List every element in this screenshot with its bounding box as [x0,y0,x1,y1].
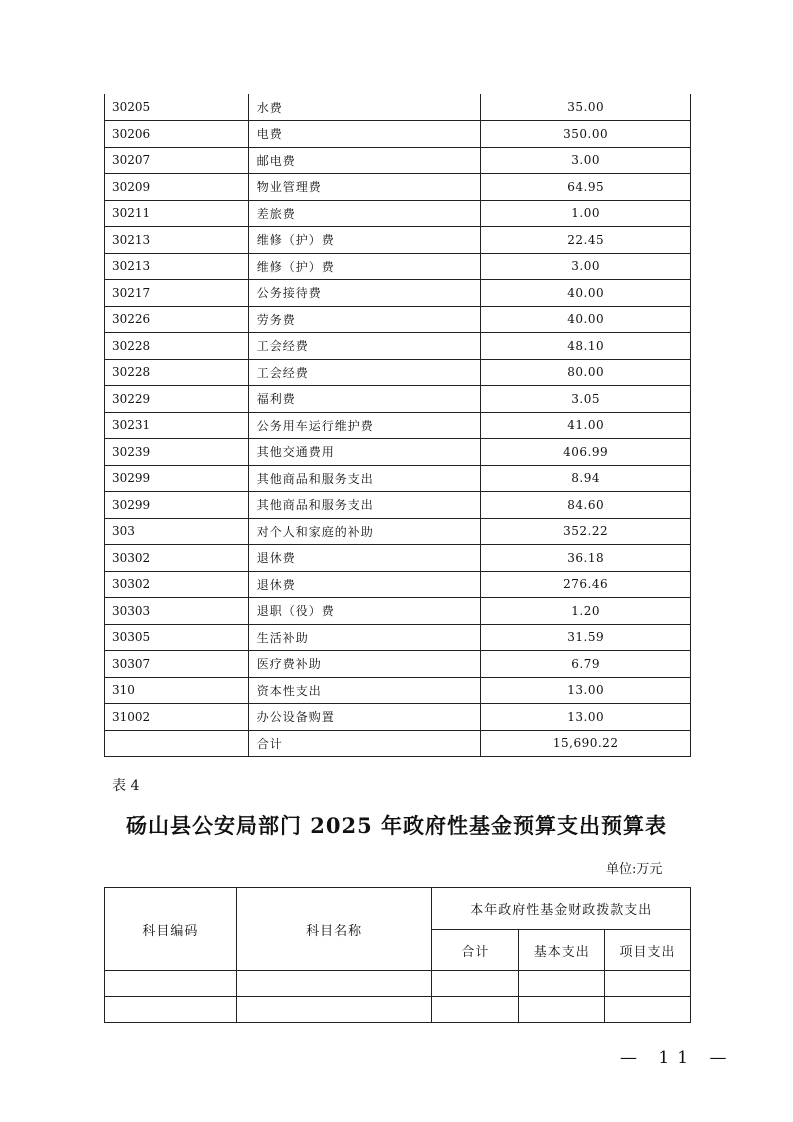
subject-code-cell: 30302 [105,571,249,598]
expense-table [104,94,691,757]
empty-table-row [105,971,691,997]
page-number: — 11 — [620,1048,735,1068]
amount-cell: 6.79 [481,651,691,678]
fund-budget-table [104,887,691,1023]
empty-cell [605,997,691,1023]
empty-cell [519,971,605,997]
table-row [105,306,691,333]
amount-cell: 276.46 [481,571,691,598]
table-row [105,94,691,121]
empty-cell [236,971,432,997]
empty-cell [432,997,519,1023]
subject-name-cell: 合计 [248,730,481,757]
subject-code-cell: 310 [105,677,249,704]
table-row [105,386,691,413]
subject-name-cell: 其他商品和服务支出 [248,465,481,492]
subject-code-cell: 30211 [105,200,249,227]
subject-name-cell: 资本性支出 [248,677,481,704]
subject-name-cell: 维修（护）费 [248,227,481,254]
amount-cell: 1.20 [481,598,691,625]
empty-cell [432,971,519,997]
subject-code-cell: 30217 [105,280,249,307]
subject-code-cell: 30209 [105,174,249,201]
amount-cell: 8.94 [481,465,691,492]
header-subject-name: 科目名称 [236,888,432,971]
amount-cell: 406.99 [481,439,691,466]
subject-code-cell: 30228 [105,359,249,386]
expense-table-body [105,94,691,757]
table-row [105,704,691,731]
unit-label: 单位:万元 [606,862,663,877]
subject-name-cell: 其他交通费用 [248,439,481,466]
subject-name-cell: 邮电费 [248,147,481,174]
header-subject-code: 科目编码 [105,888,237,971]
table-row [105,147,691,174]
table-row [105,730,691,757]
subject-name-cell: 水费 [248,94,481,121]
subject-code-cell: 303 [105,518,249,545]
subject-code-cell: 30302 [105,545,249,572]
subject-code-cell: 30207 [105,147,249,174]
subject-name-cell: 退休费 [248,571,481,598]
subject-name-cell: 退休费 [248,545,481,572]
amount-cell: 84.60 [481,492,691,519]
amount-cell: 80.00 [481,359,691,386]
subject-name-cell: 福利费 [248,386,481,413]
header-basic-expenditure: 基本支出 [519,930,605,971]
subject-name-cell: 公务接待费 [248,280,481,307]
subject-name-cell: 医疗费补助 [248,651,481,678]
subject-code-cell: 30226 [105,306,249,333]
table-row [105,174,691,201]
subject-code-cell: 30299 [105,465,249,492]
table-row [105,439,691,466]
amount-cell: 1.00 [481,200,691,227]
subject-name-cell: 物业管理费 [248,174,481,201]
table-row [105,412,691,439]
table-row [105,492,691,519]
empty-cell [105,971,237,997]
subject-name-cell: 差旅费 [248,200,481,227]
table-row [105,359,691,386]
amount-cell: 41.00 [481,412,691,439]
amount-cell: 15,690.22 [481,730,691,757]
header-total: 合计 [432,930,519,971]
empty-table-row [105,997,691,1023]
subject-name-cell: 其他商品和服务支出 [248,492,481,519]
header-fund-expenditure: 本年政府性基金财政拨款支出 [432,888,691,930]
table-row [105,227,691,254]
table-row [105,518,691,545]
empty-cell [105,997,237,1023]
amount-cell: 40.00 [481,280,691,307]
subject-code-cell: 30299 [105,492,249,519]
fund-header-row [105,888,691,930]
empty-cell [519,997,605,1023]
subject-code-cell: 30213 [105,253,249,280]
subject-code-cell: 30206 [105,121,249,148]
subject-name-cell: 生活补助 [248,624,481,651]
table-row [105,598,691,625]
subject-name-cell: 公务用车运行维护费 [248,412,481,439]
table-row [105,545,691,572]
table-row [105,651,691,678]
header-project-expenditure: 项目支出 [605,930,691,971]
amount-cell: 13.00 [481,677,691,704]
subject-name-cell: 工会经费 [248,333,481,360]
amount-cell: 35.00 [481,94,691,121]
amount-cell: 350.00 [481,121,691,148]
subject-code-cell: 30239 [105,439,249,466]
subject-name-cell: 维修（护）费 [248,253,481,280]
subject-code-cell: 30307 [105,651,249,678]
amount-cell: 22.45 [481,227,691,254]
subject-code-cell: 30205 [105,94,249,121]
subject-code-cell: 31002 [105,704,249,731]
subject-code-cell: 30303 [105,598,249,625]
subject-name-cell: 劳务费 [248,306,481,333]
table-row [105,253,691,280]
amount-cell: 3.00 [481,253,691,280]
subject-name-cell: 电费 [248,121,481,148]
amount-cell: 3.00 [481,147,691,174]
table-row [105,677,691,704]
table-row [105,571,691,598]
amount-cell: 36.18 [481,545,691,572]
subject-code-cell: 30229 [105,386,249,413]
subject-name-cell: 办公设备购置 [248,704,481,731]
table-row [105,624,691,651]
subject-code-cell: 30228 [105,333,249,360]
subject-name-cell: 退职（役）费 [248,598,481,625]
subject-name-cell: 工会经费 [248,359,481,386]
amount-cell: 40.00 [481,306,691,333]
subject-code-cell: 30231 [105,412,249,439]
amount-cell: 48.10 [481,333,691,360]
page-title: 砀山县公安局部门 2025 年政府性基金预算支出预算表 [125,813,668,838]
fund-table-body [105,888,691,1023]
amount-cell: 64.95 [481,174,691,201]
subject-code-cell [105,730,249,757]
table-row [105,465,691,492]
table-row [105,200,691,227]
table-label: 表 4 [112,778,140,794]
empty-cell [605,971,691,997]
amount-cell: 13.00 [481,704,691,731]
empty-cell [236,997,432,1023]
subject-code-cell: 30213 [105,227,249,254]
amount-cell: 31.59 [481,624,691,651]
table-row [105,333,691,360]
amount-cell: 352.22 [481,518,691,545]
subject-name-cell: 对个人和家庭的补助 [248,518,481,545]
subject-code-cell: 30305 [105,624,249,651]
amount-cell: 3.05 [481,386,691,413]
table-row [105,121,691,148]
table-row [105,280,691,307]
